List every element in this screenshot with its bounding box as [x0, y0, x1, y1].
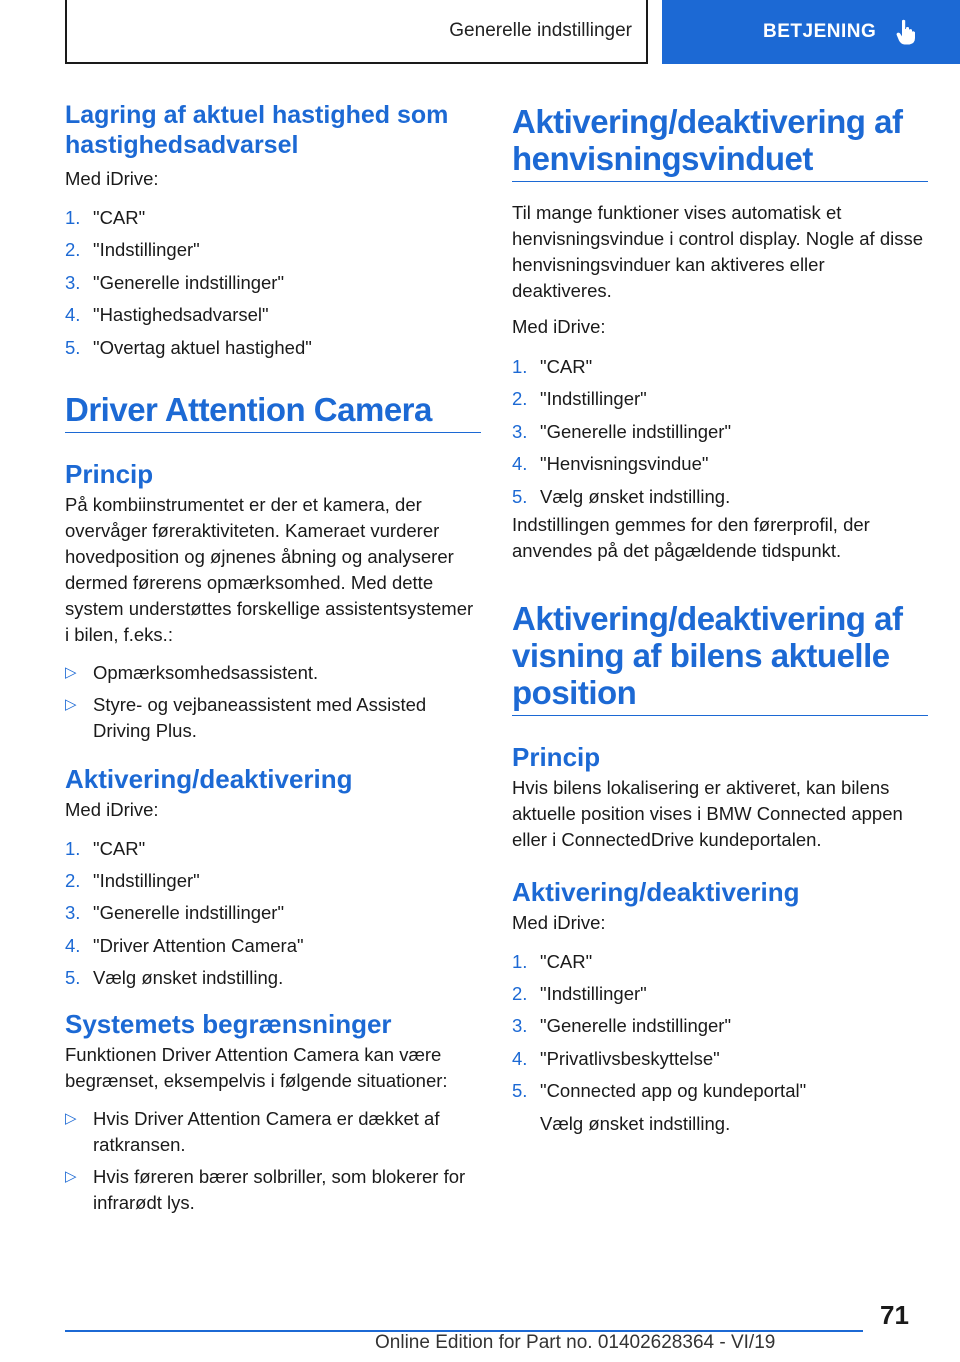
list-item: 4. "Hastighedsadvarsel"	[65, 304, 269, 326]
header-chapter-tab	[662, 0, 960, 64]
list-item: 3. "Generelle indstillinger"	[512, 1015, 732, 1037]
list-item: 4. "Driver Attention Camera"	[65, 934, 304, 956]
list-item: 2. "Indstillinger"	[65, 869, 200, 891]
intro-text: Med iDrive:	[65, 798, 159, 820]
activation-heading: Aktivering/deaktivering	[65, 763, 353, 794]
list-item: 1. "CAR"	[65, 207, 146, 228]
list-item: 5. Vælg ønsket indstilling.	[512, 485, 731, 507]
steps-list	[512, 949, 928, 1105]
section-info-window	[512, 103, 928, 564]
activation-heading: Aktivering/deaktivering	[512, 876, 800, 907]
note-text: Indstillingen gemmes for den førerprofil, der anvendes på det pågældende tidspunkt.	[512, 513, 870, 561]
principle-heading: Princip	[512, 741, 601, 772]
list-item: 1. "CAR"	[65, 837, 146, 859]
bullet-list	[65, 660, 481, 744]
triangle-bullet-icon: ▷	[65, 1110, 77, 1128]
chapter-heading: Driver Attention Camera	[65, 391, 481, 433]
list-item: ▷ Opmærksomhedsassistent.	[65, 660, 481, 686]
section-vehicle-position	[512, 600, 928, 1137]
list-item: 3. "Generelle indstillinger"	[512, 420, 732, 442]
header-section-box	[65, 0, 648, 64]
pointing-hand-icon	[896, 19, 916, 45]
edition-text: Online Edition for Part no. 01402628364 - VI/19	[375, 1332, 776, 1353]
list-item: 3. "Generelle indstillinger"	[65, 902, 285, 924]
body-text: Til mange funktioner vises automatisk et henvisningsvindue i control display. Nogle af disse henvisningsvinduer kan aktiveres eller deaktiveres.	[512, 202, 924, 301]
principle-text: På kombiinstrumentet er der et kamera, der overvåger føreraktiviteten. Kameraet vurderer hovedposition og øjnenes åbning og analyserer dermed førerens opmærksomhed. Med dette system understøttes forskellige assistentsystemer i bilen, f.eks.:	[65, 493, 474, 645]
chapter-heading: Aktivering/deaktivering af henvisningsvinduet	[512, 103, 928, 182]
triangle-bullet-icon: ▷	[65, 695, 77, 713]
chapter-heading: Aktivering/deaktivering af visning af bilens aktuelle position	[512, 600, 928, 716]
list-item: 2. "Indstillinger"	[512, 388, 647, 410]
list-item: 5. "Connected app og kundeportal"	[512, 1080, 807, 1102]
section-heading: Lagring af aktuel hastighed som hastighedsadvarsel	[65, 101, 449, 159]
list-item: 4. "Henvisningsvindue"	[512, 453, 709, 475]
section-driver-attention-camera	[65, 391, 481, 1217]
list-item: ▷ Hvis Driver Attention Camera er dækket af ratkransen.	[65, 1108, 440, 1156]
list-item: ▷ Hvis føreren bærer solbriller, som blokerer for infrarødt lys.	[65, 1166, 466, 1214]
principle-text: Hvis bilens lokalisering er aktiveret, kan bilens aktuelle position vises i BMW Connected appen eller i ConnectedDrive kundeportalen.	[512, 776, 903, 850]
bullet-list	[65, 1106, 481, 1216]
steps-list	[65, 205, 481, 361]
list-item: 5. "Overtag aktuel hastighed"	[65, 336, 312, 358]
steps-list	[512, 354, 928, 510]
list-item: 1. "CAR"	[512, 356, 593, 377]
right-column	[512, 103, 928, 1137]
list-item: 2. "Indstillinger"	[512, 982, 647, 1004]
list-item: 3. "Generelle indstillinger"	[65, 271, 285, 293]
triangle-bullet-icon: ▷	[65, 663, 77, 681]
page-number: 71	[880, 1300, 909, 1330]
principle-heading: Princip	[65, 458, 154, 489]
limits-heading: Systemets begrænsninger	[65, 1009, 392, 1040]
final-step-text: Vælg ønsket indstilling.	[540, 1112, 731, 1134]
section-speed-warning	[65, 100, 481, 361]
triangle-bullet-icon: ▷	[65, 1168, 77, 1186]
list-item: 4. "Privatlivsbeskyttelse"	[512, 1047, 720, 1069]
steps-list	[65, 836, 481, 992]
intro-text: Med iDrive:	[512, 316, 606, 337]
list-item: 1. "CAR"	[512, 950, 593, 972]
intro-text: Med iDrive:	[65, 168, 159, 189]
list-item: 2. "Indstillinger"	[65, 239, 200, 261]
left-column	[65, 100, 481, 1222]
limits-text: Funktionen Driver Attention Camera kan være begrænset, eksempelvis i følgende situationer:	[65, 1044, 448, 1092]
intro-text: Med iDrive:	[512, 911, 606, 933]
list-item: 5. Vælg ønsket indstilling.	[65, 967, 284, 989]
header-section-title: Generelle indstillinger	[449, 20, 632, 41]
list-item: ▷ Styre- og vejbaneassistent med Assisted Driving Plus.	[65, 693, 427, 741]
header-chapter-title: BETJENING	[763, 21, 877, 42]
